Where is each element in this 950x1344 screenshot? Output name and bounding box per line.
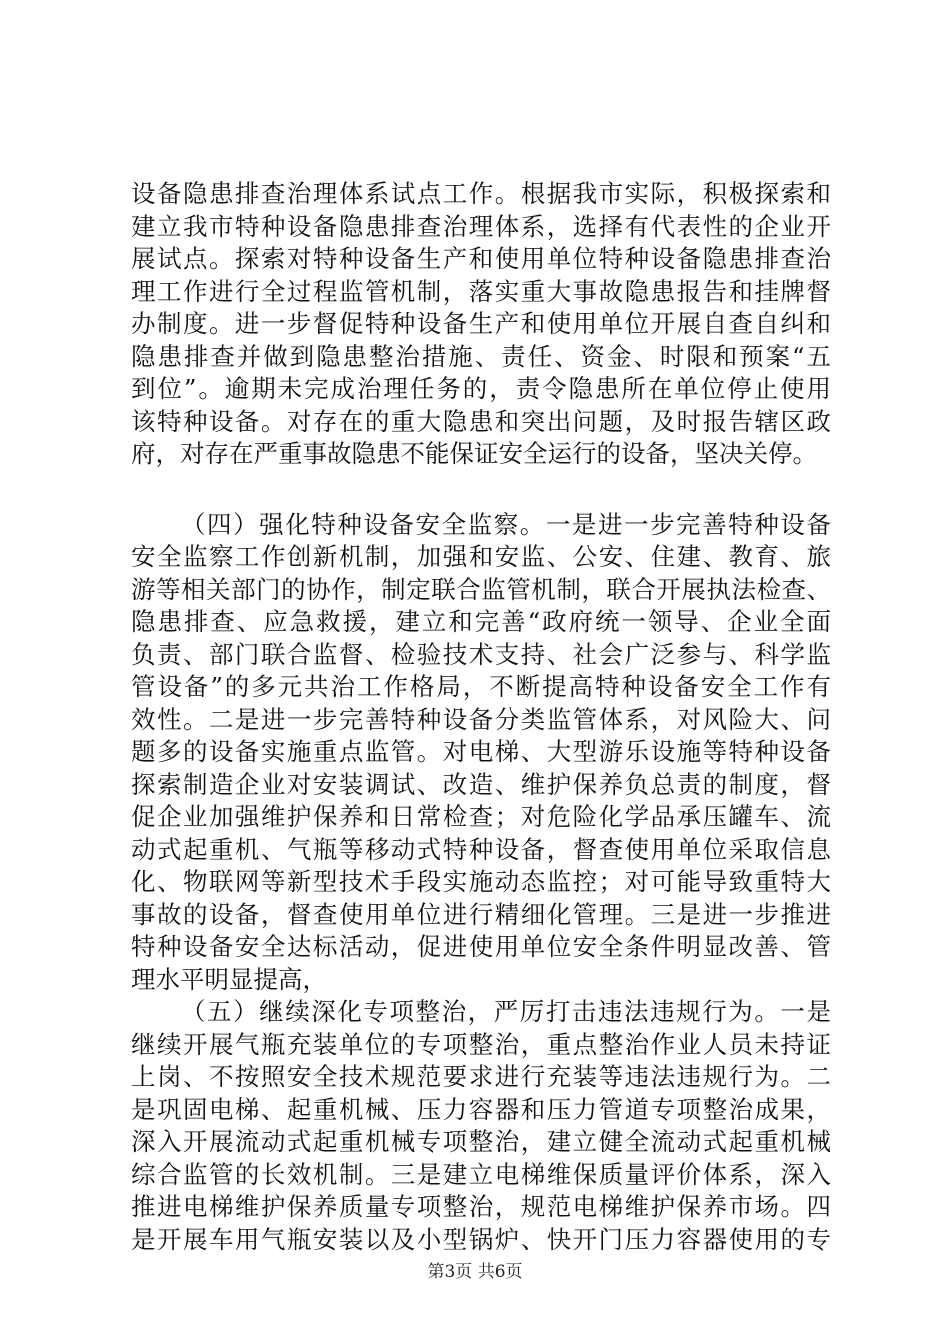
document-body bbox=[131, 178, 831, 1256]
text-line: 理水平明显提高， bbox=[131, 964, 327, 994]
text-line: 探索制造企业对安装调试、改造、维护保养负总责的制度，督 bbox=[131, 769, 831, 799]
text-line: 效性。二是进一步完善特种设备分类监管体系，对风险大、问 bbox=[131, 704, 831, 734]
section-heading-line: （四）强化特种设备安全监察。一是进一步完善特种设备 bbox=[181, 509, 831, 539]
text-line: 管设备”的多元共治工作格局，不断提高特种设备安全工作有 bbox=[131, 672, 831, 701]
text-line: 深入开展流动式起重机械专项整治，建立健全流动式起重机械 bbox=[131, 1127, 831, 1156]
text-line: 继续开展气瓶充装单位的专项整治，重点整治作业人员未持证 bbox=[131, 1029, 831, 1059]
text-line: 上岗、不按照安全技术规范要求进行充装等违法违规行为。二 bbox=[131, 1062, 831, 1091]
text-line: 是开展车用气瓶安装以及小型锅炉、快开门压力容器使用的专 bbox=[131, 1224, 831, 1254]
text-line: 到位”。逾期未完成治理任务的，责令隐患所在单位停止使用 bbox=[131, 374, 831, 403]
text-line: 游等相关部门的协作，制定联合监管机制，联合开展执法检查、 bbox=[131, 574, 831, 604]
text-line: 促企业加强维护保养和日常检查；对危险化学品承压罐车、流 bbox=[131, 802, 831, 831]
text-line: 化、物联网等新型技术手段实施动态监控；对可能导致重特大 bbox=[131, 867, 831, 896]
text-line: 题多的设备实施重点监管。对电梯、大型游乐设施等特种设备 bbox=[131, 737, 831, 766]
text-line: 动式起重机、气瓶等移动式特种设备，督查使用单位采取信息 bbox=[131, 834, 831, 864]
text-line: 隐患排查并做到隐患整治措施、责任、资金、时限和预案“五 bbox=[131, 341, 831, 371]
paragraph-section-four bbox=[131, 509, 831, 997]
text-line: 办制度。进一步督促特种设备生产和使用单位开展自查自纠和 bbox=[131, 309, 831, 338]
text-line: 隐患排查、应急救援，建立和完善“政府统一领导、企业全面 bbox=[131, 607, 831, 636]
text-line: 府，对存在严重事故隐患不能保证安全运行的设备，坚决关停。 bbox=[131, 439, 817, 468]
page-number-footer: 第3页 共6页 bbox=[427, 1262, 523, 1282]
paragraph-gap bbox=[131, 471, 831, 509]
section-heading-line: （五）继续深化专项整治，严厉打击违法违规行为。一是 bbox=[181, 997, 831, 1026]
text-line: 该特种设备。对存在的重大隐患和突出问题，及时报告辖区政 bbox=[131, 406, 831, 436]
text-line: 展试点。探索对特种设备生产和使用单位特种设备隐患排查治 bbox=[131, 244, 831, 273]
text-line: 负责、部门联合监督、检验技术支持、社会广泛参与、科学监 bbox=[131, 639, 831, 669]
text-line: 特种设备安全达标活动，促进使用单位安全条件明显改善、管 bbox=[131, 932, 831, 961]
text-line: 安全监察工作创新机制，加强和安监、公安、住建、教育、旅 bbox=[131, 542, 831, 571]
text-line: 是巩固电梯、起重机械、压力容器和压力管道专项整治成果， bbox=[131, 1094, 831, 1124]
paragraph-special-equipment-pilot bbox=[131, 178, 831, 471]
text-line: 理工作进行全过程监管机制，落实重大事故隐患报告和挂牌督 bbox=[131, 276, 831, 306]
text-line: 设备隐患排查治理体系试点工作。根据我市实际，积极探索和 bbox=[131, 179, 831, 208]
paragraph-section-five bbox=[131, 996, 831, 1256]
text-line: 事故的设备，督查使用单位进行精细化管理。三是进一步推进 bbox=[131, 899, 831, 929]
text-line: 推进电梯维护保养质量专项整治，规范电梯维护保养市场。四 bbox=[131, 1192, 831, 1221]
text-line: 建立我市特种设备隐患排查治理体系，选择有代表性的企业开 bbox=[131, 211, 831, 241]
text-line: 综合监管的长效机制。三是建立电梯维保质量评价体系，深入 bbox=[131, 1159, 831, 1189]
